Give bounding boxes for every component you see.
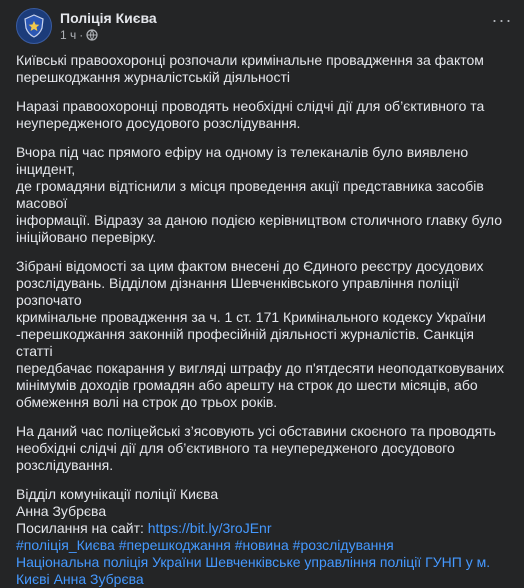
post-paragraph: Вчора під час прямого ефіру на одному із телеканалів було виявлено інцидент, де громадяни відтіснили з місця проведення акції представника засобів масової інформації. Відразу за даною подією керівництвом столичного главку було ініційовано перевірку. (16, 144, 503, 245)
mention-person-link[interactable]: Анна Зубрєва (53, 571, 144, 587)
hashtag-link[interactable]: #розслідування (292, 537, 394, 553)
signature-author: Анна Зубрєва (16, 503, 107, 519)
post-paragraph: Зібрані відомості за цим фактом внесені до Єдиного реєстру досудових розслідувань. Відділом дізнання Шевченківського управління поліції розпочато кримінальне провадження за ч. 1 ст. 171 Кримінального кодексу України -перешкоджання законній професійній діяльності журналістів. Санкція статті передбачає покарання у вигляді штрафу до п'ятдесяти неоподатковуваних мінімумів доходів громадян або арешту на строк до шести місяців, або обмеження волі на строк до трьох років. (16, 258, 505, 410)
mention-org-link[interactable]: Національна поліція України Шевченківське управління поліції ГУНП у м. Києві (16, 554, 491, 587)
hashtags (16, 537, 512, 554)
site-link[interactable]: https://bit.ly/3roJEnr (147, 520, 272, 536)
site-link-label: Посилання на сайт: (16, 520, 148, 536)
avatar[interactable] (16, 8, 52, 44)
hashtag-link[interactable]: #поліція_Києва (16, 537, 115, 553)
more-options-button[interactable] (486, 8, 518, 36)
site-link-line (16, 520, 512, 537)
globe-icon[interactable] (86, 29, 98, 41)
post-paragraph: На даний час поліцейські з’ясовують усі обставини скоєного та проводять необхідні слідчі дії для об’єктивного та неупередженого досудового розслідування. (16, 423, 496, 473)
hashtag-link[interactable]: #новина (234, 537, 289, 553)
police-badge-icon (21, 13, 47, 39)
post-time[interactable]: 1 ч (60, 28, 77, 42)
post-paragraph: Київські правоохоронці розпочали кримінальне провадження за фактом перешкоджання журналістській діяльності (16, 52, 484, 85)
mentions (16, 554, 512, 588)
hashtag-link[interactable]: #перешкоджання (118, 537, 231, 553)
more-dots-icon: ··· (491, 10, 513, 30)
page-name[interactable]: Поліція Києва (60, 10, 157, 26)
post-paragraph: Наразі правоохоронці проводять необхідні слідчі дії для об’єктивного та неупередженого досудового розслідування. (16, 98, 485, 131)
separator-dot: · (79, 28, 84, 42)
post-meta (60, 28, 98, 42)
signature-department: Відділ комунікації поліції Києва (16, 486, 219, 502)
post-header (16, 8, 516, 42)
post-body (16, 52, 512, 588)
